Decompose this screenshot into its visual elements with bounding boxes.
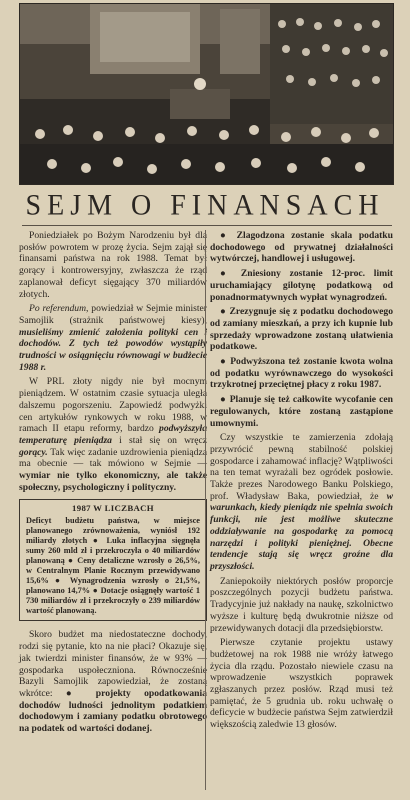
stats-box <box>19 499 207 621</box>
headline-rule <box>22 225 392 226</box>
left-paragraph-4: Skoro budżet ma niedostateczne dochody, rodzi się pytanie, kto na nie płaci? Okazuje się, jak twierdzi minister finansów, że w 93% — gospodarka uspołeczniona. Równocześnie Bazyli Samojlik zapowiedział, że zostaną wkrótce: ● projekty opodatkowania dochodów ludności jednolitym podatkiem dochodowym i zamiany podatku obrotowego na podatek od wartości dodanej. <box>19 629 207 734</box>
left-paragraph-1: Poniedziałek po Bożym Narodzeniu był dla posłów powrotem w prozę życia. Sejm zajął się finansami państwa na rok 1988. Temat był gorący i kontrowersyjny, zwłaszcza że rząd zaplanował deficyt sięgający 370 miliardów złotych. <box>19 230 207 300</box>
left-column <box>19 230 207 735</box>
right-bullet-3: ● Zrezygnuje się z podatku dochodowego od zamiany mieszkań, a przy ich kupnie lub sprzedaży wprowadzone zostaną ułatwienia podatkowe. <box>210 306 393 353</box>
left-paragraph-3: W PRL złoty nigdy nie był mocnym pieniądzem. W ostatnim czasie sytuacja uległa dalszemu pogorszeniu. Zapowiedź podwyżki cen artykułów rynkowych w roku 1988, w ramach II etapu reformy, bardzo podwyższyła temperaturę pieniądza i stał się on wręcz gorący. Tak więc zadanie uzdrowienia pieniądza ma obecnie — tak mówiono w Sejmie — wymiar nie tylko ekonomiczny, ale także społeczny, psychologiczny i polityczny. <box>19 376 207 493</box>
right-bullet-2: ● Zniesiony zostanie 12-proc. limit uruchamiający gilotynę podatkową od ponadnormatywnych wypłat wynagrodzeń. <box>210 268 393 303</box>
left-paragraph-2: Po referendum, powiedział w Sejmie minister Samojlik (strażnik państwowej kiesy), musieliśmy zmienić założenia polityki cen i dochodów. Z tych też powodów wystąpiły trudności w osiągnięciu równowagi w budżecie 1988 r. <box>19 303 207 373</box>
right-bullet-1: ● Zlagodzona zostanie skala podatku dochodowego od prywatnej działalności wytwórczej, handlowej i usługowej. <box>210 230 393 265</box>
headline: SEJM O FINANSACH <box>25 189 385 222</box>
sejm-chamber-photo <box>19 3 394 185</box>
right-paragraph-3: Pierwsze czytanie projektu ustawy budżetowej na rok 1988 nie wróży łatwego życia dla rządu. Pozostało niewiele czasu na wprowadzenie wszystkich poprawek zgłaszanych przez posłów. Rząd musi też pamiętać, że 5 grudnia ub. roku uchwałę o deficycie w budżecie państwa Sejm zatwierdził większością zaledwie 13 głosów. <box>210 637 393 731</box>
right-column <box>210 230 393 731</box>
right-paragraph-2: Zaniepokoiły niektórych posłów proporcje poszczególnych pozycji budżetu państwa. Tradycyjnie już nakłady na naukę, szkolnictwo wyższe i kulturę będą dwukrotnie niższe od przewidywanych dotacji dla przedsiębiorstw. <box>210 575 393 634</box>
stats-box-text: Deficyt budżetu państwa, w miejsce planowanego zrównoważenia, wyniósł 192 miliardy złotych ● Luka inflacyjna sięgnęła sumy 260 mld zł i przekroczyła o 40 miliardów planowaną ● Ceny detaliczne wzrosły o 26,5%, w Centralnym Planie Rocznym przewidywano 15,6% ● Wynagrodzenia wzrosły o 21,5%, planowano 14,7% ● Dotacje osiągnęły wartość 1 730 miliardów zł i przekroczyły o 239 miliardów wartość planowaną. <box>26 516 200 615</box>
right-bullet-4: ● Podwyższona też zostanie kwota wolna od podatku wyrównawczego do wysokości trzykrotnej przeciętnej płacy z roku 1987. <box>210 356 393 391</box>
column-divider <box>205 230 206 790</box>
photo-illustration <box>20 4 393 184</box>
right-bullet-5: ● Planuje się też całkowite wycofanie cen regulowanych, które zostaną zastąpione umownymi. <box>210 394 393 429</box>
stats-box-title: 1987 W LICZBACH <box>72 503 154 514</box>
right-paragraph-1: Czy wszystkie te zamierzenia zdołają przywrócić pewną stabilność polskiej gospodarce i zahamować inflację? Wątpliwości na ten temat wyrażali bez ogródek posłowie. Także prezes Narodowego Banku Polskiego, prof. Władysław Baka, powiedział, że w warunkach, kiedy pieniądz nie spełnia swoich funkcji, nie jest możliwe skuteczne oddziaływanie na gospodarkę za pomocą narzędzi i polityki pieniężnej. Obecne tendencje stają się wręcz groźne dla przyszłości. <box>210 432 393 572</box>
